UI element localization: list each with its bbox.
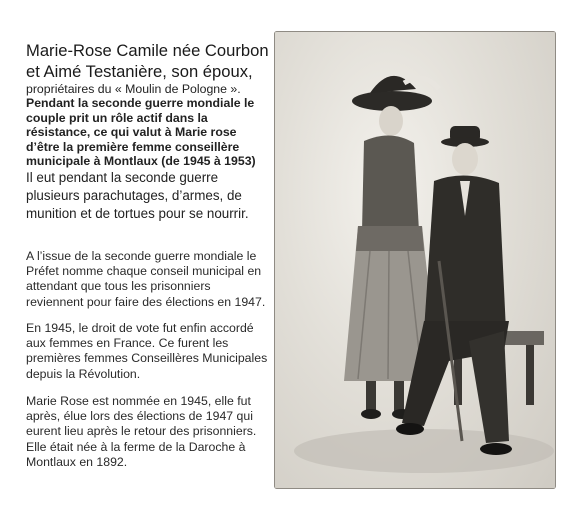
paragraph-line: eurent lieu après le retour des prisonniers. (26, 424, 257, 439)
paragraph-vote (26, 321, 272, 382)
paragraph-line: En 1945, le droit de vote fut enfin accordé (26, 321, 254, 335)
paragraph-prefet (26, 249, 272, 310)
title-line-2: et Aimé Testanière, son époux, (26, 62, 253, 81)
paragraph-line: Elle était née à la ferme de la Daroche à (26, 439, 246, 454)
paragraph-line: Préfet nomme chaque conseil municipal en (26, 264, 262, 279)
paragraph-line: Marie Rose est nommée en 1945, elle fut (26, 394, 251, 408)
bold-line-3: résistance, ce qui valut à Marie rose (26, 125, 237, 139)
bold-line-2: couple prit un rôle actif dans la (26, 110, 208, 125)
bold-line-4: d’être la première femme conseillère (26, 139, 240, 154)
bold-line-5: municipale à Montlaux (de 1945 à 1953) (26, 154, 256, 168)
paragraph-line: aux femmes en France. Ce furent les (26, 336, 229, 351)
couple-photograph (274, 31, 556, 489)
bold-line-1: Pendant la seconde guerre mondiale le (26, 96, 255, 110)
owners-line: propriétaires du « Moulin de Pologne ». (26, 82, 241, 96)
mid-line-1: Il eut pendant la seconde guerre (26, 169, 219, 185)
paragraph-line: Montlaux en 1892. (26, 454, 128, 469)
mid-line-2: plusieurs parachutages, d’armes, de (26, 187, 242, 203)
header-block (26, 40, 272, 223)
paragraph-line: attendant que tous les prisonniers (26, 279, 211, 294)
paragraph-line: premières femmes Conseillères Municipales (26, 351, 268, 366)
paragraph-line: reviennent pour faire des élections en 1947. (26, 294, 266, 309)
paragraph-line: après, élue lors des élections de 1947 qui (26, 409, 253, 424)
title-line-1: Marie-Rose Camile née Courbon (26, 41, 269, 60)
paragraph-marie-rose (26, 394, 272, 470)
paragraph-line: A l’issue de la seconde guerre mondiale le (26, 249, 257, 263)
mid-line-3: munition et de tortues pour se nourrir. (26, 205, 249, 221)
paragraph-line: depuis la Révolution. (26, 366, 141, 381)
photo-illustration (274, 31, 556, 489)
